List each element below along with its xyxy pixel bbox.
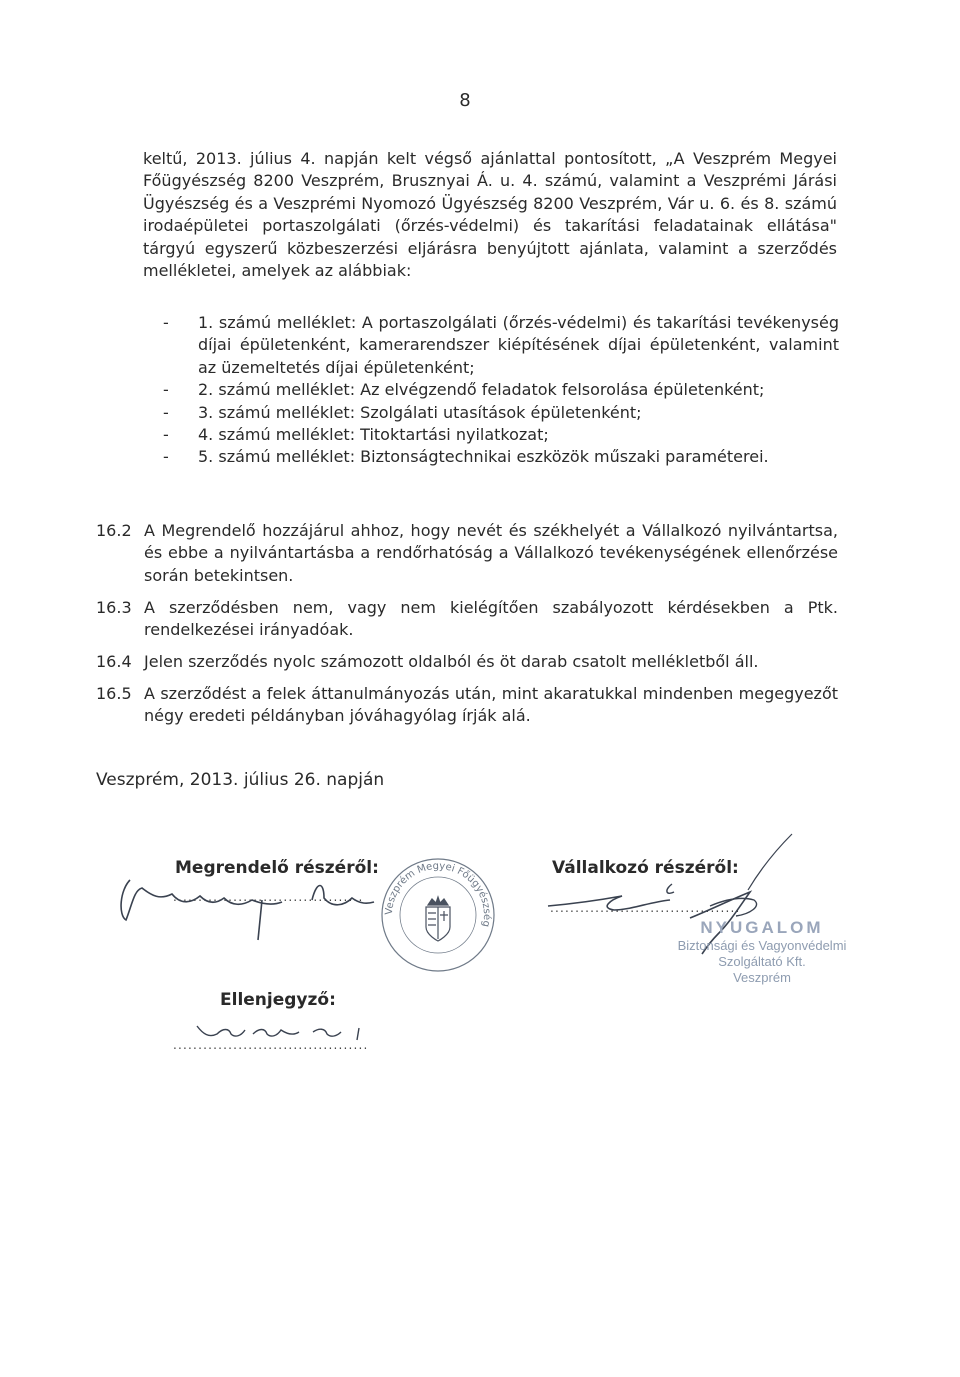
list-item bbox=[163, 312, 839, 379]
clause-number: 16.5 bbox=[96, 684, 132, 703]
company-stamp-name: NYUGALOM bbox=[700, 918, 824, 937]
company-stamp-line: Veszprém bbox=[733, 970, 791, 985]
clause-text: A szerződést a felek áttanulmányozás után, mint akaratukkal mindenben megegyezőt négy eredeti példányban jóváhagyólag írják alá. bbox=[144, 684, 838, 726]
seal-ring-text: Veszprém Megyei Főügyészség bbox=[383, 860, 493, 928]
annex-text: 4. számú melléklet: Titoktartási nyilatkozat; bbox=[198, 425, 549, 445]
list-dash: - bbox=[163, 313, 169, 332]
clause-16-4 bbox=[96, 651, 838, 673]
annex-text: 2. számú melléklet: Az elvégzendő feladatok felsorolása épületenként; bbox=[198, 380, 765, 400]
contractor-signature-dots: ...................................... bbox=[550, 901, 741, 915]
company-stamp-line: Szolgáltató Kft. bbox=[718, 954, 806, 969]
clause-number: 16.2 bbox=[96, 521, 132, 540]
countersign-dots: ....................................... bbox=[173, 1038, 369, 1052]
annex-text: 3. számú melléklet: Szolgálati utasítások épületenként; bbox=[198, 402, 642, 422]
coat-of-arms-icon bbox=[426, 897, 450, 941]
client-signature-heading: Megrendelő részéről: bbox=[175, 858, 379, 878]
list-item bbox=[163, 379, 839, 401]
clause-text: A Megrendelő hozzájárul ahhoz, hogy nevét és székhelyét a Vállalkozó nyilvántartsa, és ebbe a nyilvántartásba a rendőrhatóság a Vállalkozó tevékenységének ellenőrzése során betekintsen. bbox=[144, 521, 838, 585]
intro-paragraph: keltű, 2013. július 4. napján kelt végső ajánlattal pontosított, „A Veszprém Megyei Főügyészség 8200 Veszprém, Brusznyai Á. u. 4. számú, valamint a Veszprémi Járási Ügyészség és a Veszprémi Nyomozó Ügyészség 8200 Veszprém, Vár u. 6. és 8. számú irodaépületei portaszolgálati (őrzés-védelmi) és takarítási feladatainak ellátása" tárgyú egyszerű közbeszerzési eljárásra benyújtott ajánlata, valamint a szerződés mellékletei, amelyek az alábbiak: bbox=[143, 149, 837, 281]
annex-list bbox=[163, 312, 839, 469]
list-dash: - bbox=[163, 447, 169, 467]
official-seal bbox=[378, 855, 498, 975]
clause-16-5 bbox=[96, 683, 838, 728]
place-date: Veszprém, 2013. július 26. napján bbox=[96, 770, 385, 790]
list-dash: - bbox=[163, 380, 169, 400]
countersign-heading: Ellenjegyző: bbox=[220, 990, 336, 1010]
clause-number: 16.3 bbox=[96, 598, 132, 617]
annex-text: 5. számú melléklet: Biztonságtechnikai eszközök műszaki paraméterei. bbox=[198, 447, 769, 467]
clause-text: Jelen szerződés nyolc számozott oldalból és öt darab csatolt mellékletből áll. bbox=[144, 652, 759, 671]
annex-text: 1. számú melléklet: A portaszolgálati (őrzés-védelmi) és takarítási tevékenység díjai épületenként, kamerarendszer kiépítésének díjai épületenként, valamint az üzemeltetés díjai épületenként; bbox=[198, 313, 839, 377]
list-dash: - bbox=[163, 425, 169, 445]
client-signature-dots: ...................................... bbox=[173, 890, 364, 904]
list-item bbox=[163, 446, 839, 468]
contractor-signature-heading: Vállalkozó részéről: bbox=[552, 858, 739, 878]
clause-16-3 bbox=[96, 597, 838, 642]
list-dash: - bbox=[163, 402, 169, 422]
list-item bbox=[163, 424, 839, 446]
clause-number: 16.4 bbox=[96, 652, 132, 671]
list-item bbox=[163, 402, 839, 424]
clause-16-2 bbox=[96, 520, 838, 587]
client-signature-scribble bbox=[112, 860, 392, 950]
company-stamp bbox=[672, 918, 852, 986]
company-stamp-line: Biztonsági és Vagyonvédelmi bbox=[677, 938, 847, 953]
clause-text: A szerződésben nem, vagy nem kielégítően szabályozott kérdésekben a Ptk. rendelkezései irányadóak. bbox=[144, 598, 838, 640]
page-number: 8 bbox=[459, 90, 471, 111]
